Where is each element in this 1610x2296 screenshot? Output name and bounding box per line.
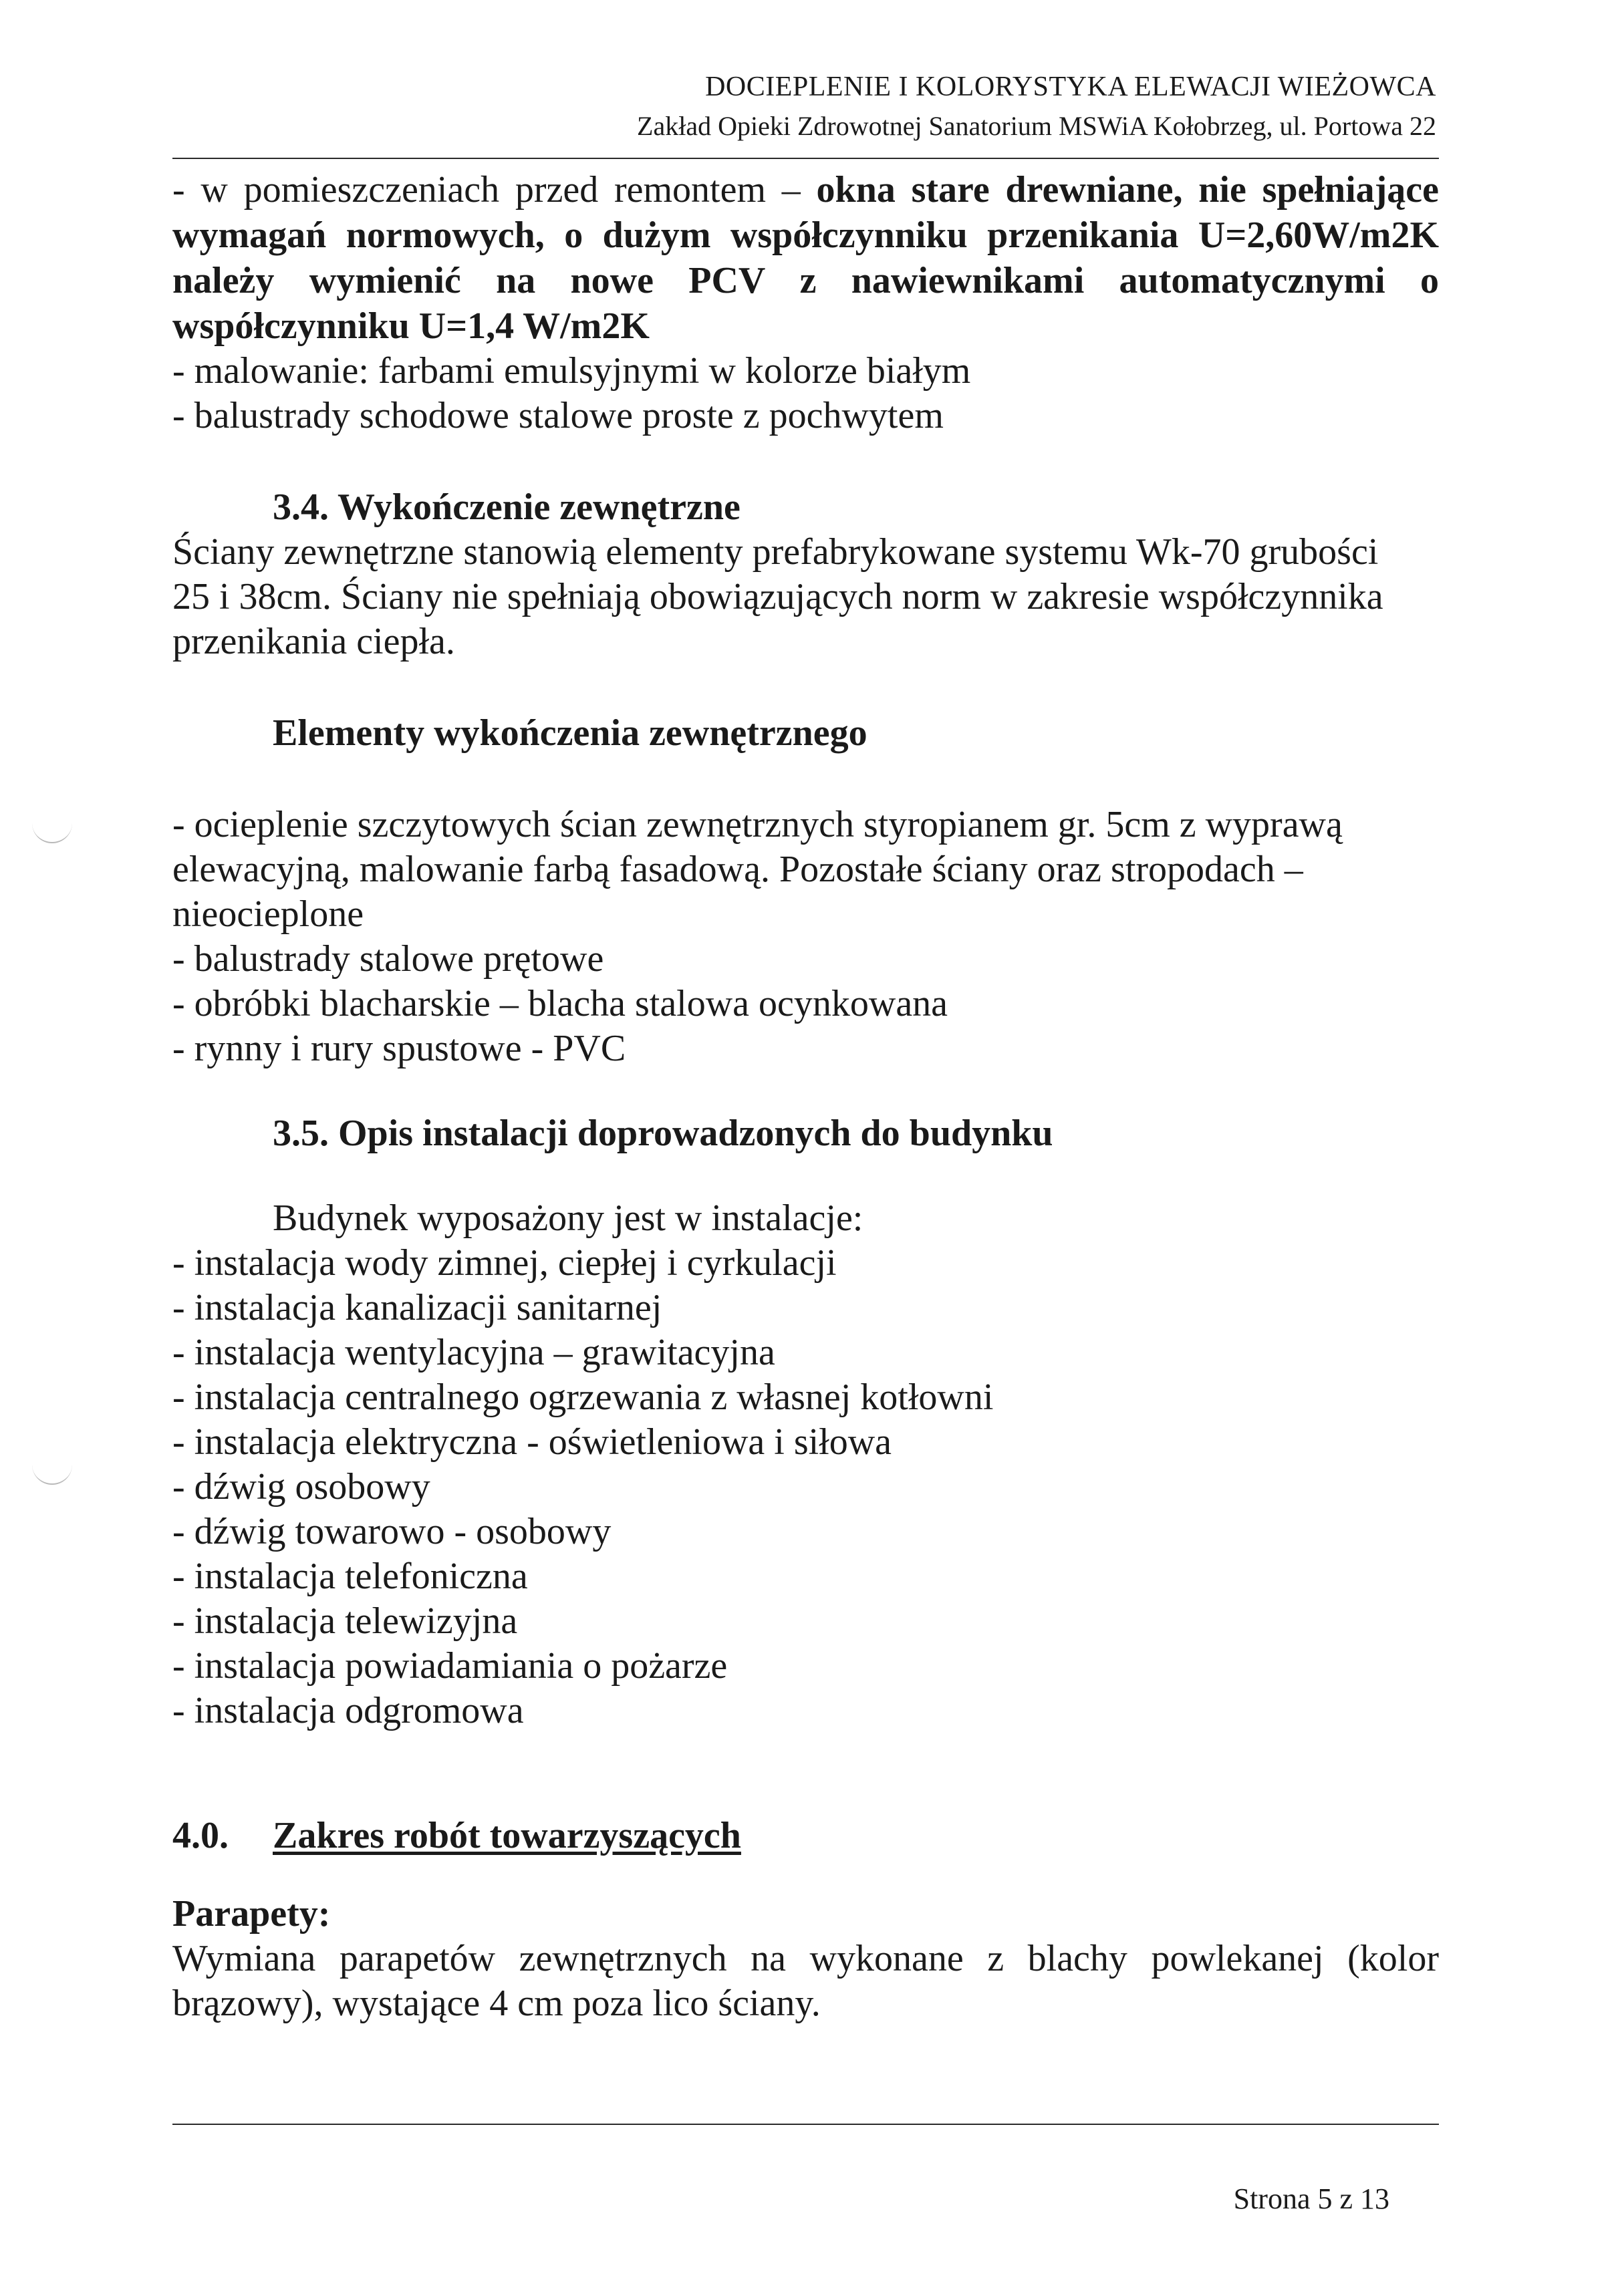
list-item: - ocieplenie szczytowych ścian zewnętrznych styropianem gr. 5cm z wyprawą [172,804,1343,845]
list-item: - balustrady stalowe prętowe [172,938,604,980]
intro-line-4: współczynniku U=1,4 W/m2K [172,305,650,347]
header-title: DOCIEPLENIE I KOLORYSTYKA ELEWACJI WIEŻOWCA [705,71,1436,102]
list-item: - rynny i rury spustowe - PVC [172,1028,626,1069]
list-item: - balustrady schodowe stalowe proste z pochwytem [172,395,944,436]
list-item: elewacyjną, malowanie farbą fasadową. Pozostałe ściany oraz stropodach – [172,849,1303,890]
list-item: - instalacja centralnego ogrzewania z własnej kotłowni [172,1377,994,1418]
list-item: - instalacja kanalizacji sanitarnej [172,1287,662,1328]
elements-title: Elementy wykończenia zewnętrznego [273,712,867,754]
paragraph-line: przenikania ciepła. [172,621,455,662]
section-4-0-heading [172,1814,1439,1858]
paragraph-line: Ściany zewnętrzne stanowią elementy prefabrykowane systemu Wk-70 grubości [172,531,1379,573]
paragraph-line: 25 i 38cm. Ściany nie spełniają obowiązujących norm w zakresie współczynnika [172,576,1383,617]
list-item: - instalacja elektryczna - oświetleniowa i siłowa [172,1421,892,1463]
intro-line-3: należy wymienić na nowe PCV z nawiewnikami automatycznymi o [172,260,1439,301]
intro-line-2: wymagań normowych, o dużym współczynniku przenikania U=2,60W/m2K [172,214,1439,256]
list-item: - instalacja telewizyjna [172,1600,518,1642]
list-item: - obróbki blacharskie – blacha stalowa ocynkowana [172,983,948,1024]
list-item: - instalacja powiadamiania o pożarze [172,1645,728,1687]
section-4-0-number: 4.0. [172,1815,229,1856]
page-header [637,67,1436,146]
header-subtitle: Zakład Opieki Zdrowotnej Sanatorium MSWiA Kołobrzeg, ul. Portowa 22 [637,111,1436,141]
list-item: nieocieplone [172,893,364,935]
scan-mark-icon [32,1457,72,1485]
page-content [172,167,1439,2026]
scan-mark-icon [32,815,72,843]
paragraph-line: brązowy), wystające 4 cm poza lico ściany. [172,1983,821,2024]
list-item: - instalacja odgromowa [172,1690,524,1731]
intro-line-1: - w pomieszczeniach przed remontem – okna stare drewniane, nie spełniające [172,169,1439,210]
footer-rule [172,2124,1439,2125]
section-3-5-intro: Budynek wyposażony jest w instalacje: [273,1197,863,1239]
list-item: - dźwig towarowo - osobowy [172,1511,612,1552]
header-rule [172,158,1439,159]
list-item: - instalacja wentylacyjna – grawitacyjna [172,1332,775,1373]
parapety-title: Parapety: [172,1893,331,1934]
page-number: Strona 5 z 13 [1233,2182,1389,2215]
list-item: - instalacja telefoniczna [172,1556,528,1597]
section-3-5-title: 3.5. Opis instalacji doprowadzonych do budynku [273,1113,1053,1154]
section-3-4-title: 3.4. Wykończenie zewnętrzne [273,486,741,528]
paragraph-line: Wymiana parapetów zewnętrznych na wykonane z blachy powlekanej (kolor [172,1938,1439,1979]
list-item: - malowanie: farbami emulsyjnymi w kolorze białym [172,350,971,392]
list-item: - instalacja wody zimnej, ciepłej i cyrkulacji [172,1242,837,1284]
section-4-0-title: Zakres robót towarzyszących [273,1815,741,1856]
list-item: - dźwig osobowy [172,1466,430,1508]
